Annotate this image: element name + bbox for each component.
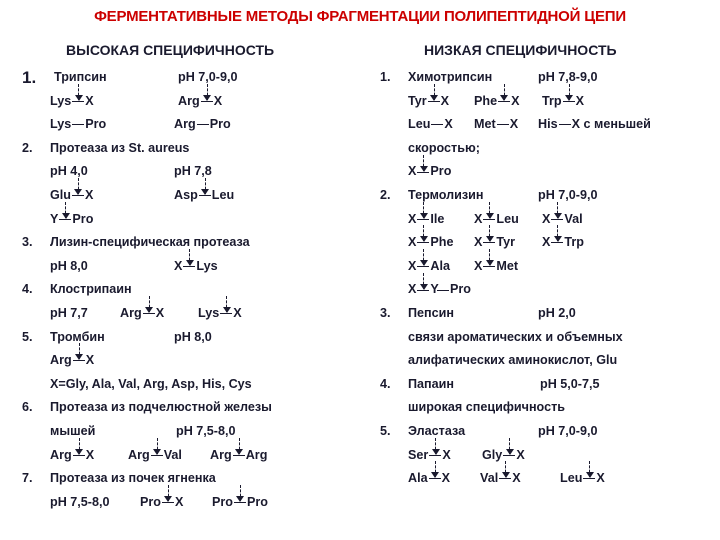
line-text: рН 2,0 [538, 305, 576, 320]
residue-right: X [512, 471, 521, 486]
peptide-bond [482, 444, 525, 468]
bond-line [59, 219, 71, 220]
bond-line [234, 502, 246, 503]
item-number: 5. [22, 329, 33, 344]
bond-line [497, 124, 509, 125]
item-number: 1. [22, 68, 37, 87]
residue-right: X с меньшей [571, 117, 651, 132]
cleavage-arrow-icon [489, 249, 490, 265]
residue-right: Pro [450, 282, 471, 297]
cleavage-arrow-icon [434, 84, 435, 100]
bond-line [197, 124, 209, 125]
residue-right: X [442, 447, 451, 462]
list-line [22, 326, 362, 350]
bond-line [199, 195, 211, 196]
peptide-bond [50, 113, 106, 137]
residue-right: Phe [430, 235, 454, 250]
residue-right: X [155, 305, 165, 320]
residue-left: Ala [408, 471, 428, 486]
cleavage-arrow-icon [79, 343, 80, 359]
peptide-bond [474, 208, 519, 232]
line-text: рН 7,8-9,0 [538, 70, 598, 84]
residue-left: Leu [560, 471, 583, 486]
high-specificity-list [22, 66, 362, 514]
bond-line [73, 455, 85, 456]
residue-left: Leu [408, 117, 431, 132]
list-line [22, 349, 362, 373]
residue-right: Pro [209, 117, 231, 132]
bond-line [183, 266, 195, 267]
list-line [380, 184, 710, 208]
cleavage-arrow-icon [435, 438, 436, 454]
residue-left: Arg [128, 447, 150, 462]
bond-line [417, 219, 429, 220]
residue-left: X [408, 258, 417, 273]
cleavage-arrow-icon [240, 485, 241, 501]
cleavage-arrow-icon [489, 225, 490, 241]
residue-right: X [511, 93, 520, 108]
cleavage-arrow-icon [423, 249, 424, 265]
bond-line [559, 124, 571, 125]
line-text: рН 4,0 [50, 164, 88, 179]
cleavage-arrow-icon [589, 461, 590, 477]
item-number: 3. [380, 305, 391, 320]
bond-line [499, 478, 511, 479]
residue-left: Arg [178, 93, 200, 108]
bond-line [73, 360, 85, 361]
cleavage-arrow-icon [157, 438, 158, 454]
residue-left: Trp [542, 93, 562, 108]
bond-line [551, 242, 563, 243]
line-text: рН 7,0-9,0 [538, 423, 598, 438]
residue-left: Lys [50, 93, 72, 108]
list-line [380, 373, 710, 397]
list-line [380, 160, 710, 184]
peptide-bond [408, 90, 449, 114]
peptide-bond [50, 90, 94, 114]
list-line [22, 184, 362, 208]
residue-left: Pro [212, 494, 233, 509]
peptide-bond [474, 113, 518, 137]
cleavage-arrow-icon [149, 296, 150, 312]
peptide-bond [474, 255, 518, 279]
residue-left: X [474, 211, 483, 226]
item-number: 5. [380, 423, 391, 438]
list-line [22, 137, 362, 161]
residue-left: Arg [50, 447, 72, 462]
cleavage-arrow-icon [78, 84, 79, 100]
line-text: рН 7,0-9,0 [178, 70, 238, 84]
residue-right: Pro [247, 494, 268, 509]
peptide-bond [538, 113, 651, 137]
peptide-bond [408, 208, 444, 232]
line-text: Протеаза из почек ягненка [50, 471, 216, 486]
list-line [380, 231, 710, 255]
list-line [22, 444, 362, 468]
residue-right: Lys [196, 258, 218, 273]
bond-line [72, 124, 84, 125]
residue-right: X [85, 447, 95, 462]
list-line [380, 66, 710, 90]
residue-right: X [213, 93, 223, 108]
residue-left: Y [50, 211, 59, 226]
line-text: рН 7,0-9,0 [538, 187, 598, 202]
cleavage-arrow-icon [239, 438, 240, 454]
line-text: Лизин-специфическая протеаза [50, 235, 250, 250]
peptide-bond [542, 208, 583, 232]
line-text: Химотрипсин [408, 70, 493, 84]
residue-left: Tyr [408, 93, 427, 108]
residue-right: Pro [72, 211, 94, 226]
list-line [22, 302, 362, 326]
list-line [380, 255, 710, 279]
list-line [380, 113, 710, 137]
residue-right: Met [496, 258, 519, 273]
list-line [22, 278, 362, 302]
low-specificity-list [380, 66, 710, 491]
cleavage-arrow-icon [569, 84, 570, 100]
bond-line [563, 101, 575, 102]
residue-left: X [542, 211, 551, 226]
line-text: связи ароматических и объемных [408, 329, 623, 344]
bond-line [72, 195, 84, 196]
list-line [380, 467, 710, 491]
residue-right: Arg [245, 447, 268, 462]
residue-left: Phe [474, 93, 498, 108]
peptide-bond [408, 160, 451, 184]
residue-left: Met [474, 117, 496, 132]
bond-line [417, 242, 429, 243]
residue-right: X [444, 117, 453, 132]
peptide-bond [408, 444, 451, 468]
line-text: Папаин [408, 376, 455, 391]
peptide-bond [128, 444, 182, 468]
cleavage-arrow-icon [65, 202, 66, 218]
item-number: 3. [22, 235, 33, 250]
cleavage-arrow-icon [489, 202, 490, 218]
residue-right: Tyr [496, 235, 516, 250]
list-line [380, 326, 710, 350]
peptide-bond [50, 184, 93, 208]
residue-left: X [474, 258, 483, 273]
residue-right: Val [163, 447, 182, 462]
line-text: рН 8,0 [174, 329, 212, 344]
line-text: Протеаза из подчелюстной железы [50, 400, 272, 415]
bond-line [429, 455, 441, 456]
bond-line [429, 478, 441, 479]
residue-right: Val [564, 211, 583, 226]
cleavage-arrow-icon [79, 438, 80, 454]
line-text: рН 8,0 [50, 258, 88, 273]
peptide-bond [50, 444, 94, 468]
residue-right: X [85, 93, 94, 108]
peptide-bond [210, 444, 267, 468]
bond-line [428, 101, 440, 102]
line-text: рН 7,8 [174, 164, 212, 179]
residue-left: Gly [482, 447, 503, 462]
peptide-bond [50, 208, 93, 232]
item-number: 1. [380, 70, 391, 84]
list-line [22, 160, 362, 184]
bond-line [201, 101, 213, 102]
residue-left: X [542, 235, 551, 250]
residue-left: Lys [198, 305, 220, 320]
bond-line [483, 242, 495, 243]
residue-left: Ser [408, 447, 429, 462]
peptide-bond [408, 255, 450, 279]
residue-right: Pro [85, 117, 107, 132]
peptide-bond [140, 491, 183, 515]
item-number: 2. [380, 187, 391, 202]
peptide-bond [474, 231, 515, 255]
list-line [380, 420, 710, 444]
residue-left: X [408, 164, 417, 179]
residue-left: Asp [174, 187, 198, 202]
cleavage-arrow-icon [557, 225, 558, 241]
residue-right: Ile [430, 211, 445, 226]
cleavage-arrow-icon [189, 249, 190, 265]
residue-right: X [233, 305, 242, 320]
line-text: Клострипаин [50, 282, 132, 297]
residue-right: Pro [430, 164, 452, 179]
peptide-bond [436, 278, 471, 302]
residue-left: X [174, 258, 183, 273]
list-line [380, 396, 710, 420]
peptide-bond [542, 231, 584, 255]
page-title: ФЕРМЕНТАТИВНЫЕ МЕТОДЫ ФРАГМЕНТАЦИИ ПОЛИПЕПТИДНОЙ ЦЕПИ [94, 8, 626, 25]
residue-left: X [408, 235, 417, 250]
bond-line [143, 313, 155, 314]
residue-right: Ala [430, 258, 451, 273]
residue-right: X [440, 93, 450, 108]
list-line [22, 255, 362, 279]
residue-left: X [408, 282, 417, 297]
residue-left: Arg [50, 353, 72, 368]
cleavage-arrow-icon [504, 84, 505, 100]
residue-right: Leu [211, 187, 235, 202]
cleavage-arrow-icon [423, 225, 424, 241]
bond-line [551, 219, 563, 220]
line-text: Пепсин [408, 305, 455, 320]
item-number: 4. [22, 282, 33, 297]
residue-right: X [596, 471, 605, 486]
list-line [22, 113, 362, 137]
left-column-heading: ВЫСОКАЯ СПЕЦИФИЧНОСТЬ [66, 42, 275, 58]
residue-left: Pro [140, 494, 161, 509]
bond-line [437, 290, 449, 291]
bond-line [431, 124, 443, 125]
cleavage-arrow-icon [423, 155, 424, 171]
item-number: 6. [22, 400, 33, 415]
list-line [22, 373, 362, 397]
line-text: алифатических аминокислот, Glu [408, 353, 618, 368]
line-text: скоростью; [408, 140, 480, 155]
item-number: 4. [380, 376, 391, 391]
right-column-heading: НИЗКАЯ СПЕЦИФИЧНОСТЬ [424, 42, 617, 58]
bond-line [233, 455, 245, 456]
line-text: X=Gly, Ala, Val, Arg, Asp, His, Cys [50, 376, 252, 391]
line-text: широкая специфичность [408, 400, 565, 415]
peptide-bond [174, 113, 231, 137]
bond-line [583, 478, 595, 479]
cleavage-arrow-icon [509, 438, 510, 454]
residue-left: Glu [50, 187, 71, 202]
peptide-bond [408, 231, 454, 255]
line-text: рН 7,7 [50, 305, 88, 320]
line-text: мышей [50, 423, 96, 438]
peptide-bond [174, 184, 234, 208]
list-line [22, 231, 362, 255]
line-text: рН 7,5-8,0 [176, 423, 236, 438]
item-number: 7. [22, 471, 33, 486]
peptide-bond [474, 90, 520, 114]
bond-line [417, 290, 429, 291]
residue-right: X [441, 471, 451, 486]
list-line [22, 66, 362, 90]
list-line [380, 90, 710, 114]
residue-left: Arg [210, 447, 232, 462]
peptide-bond [212, 491, 268, 515]
peptide-bond [198, 302, 242, 326]
residue-left: Lys [50, 117, 72, 132]
residue-left: X [408, 211, 417, 226]
residue-right: X [85, 187, 94, 202]
peptide-bond [560, 467, 605, 491]
list-line [380, 137, 710, 161]
peptide-bond [174, 255, 218, 279]
bond-line [417, 172, 429, 173]
cleavage-arrow-icon [435, 461, 436, 477]
peptide-bond [178, 90, 222, 114]
bond-line [72, 101, 84, 102]
list-line [380, 208, 710, 232]
residue-left: Arg [174, 117, 196, 132]
line-text: рН 7,5-8,0 [50, 494, 110, 509]
residue-right: X [85, 353, 95, 368]
list-line [22, 420, 362, 444]
bond-line [151, 455, 163, 456]
bond-line [162, 502, 174, 503]
line-text: Эластаза [408, 423, 466, 438]
cleavage-arrow-icon [207, 84, 208, 100]
line-text: Протеаза из St. aureus [50, 140, 190, 155]
list-line [380, 444, 710, 468]
peptide-bond [120, 302, 164, 326]
line-text: Трипсин [54, 70, 107, 84]
cleavage-arrow-icon [226, 296, 227, 312]
cleavage-arrow-icon [205, 178, 206, 194]
bond-line [498, 101, 510, 102]
residue-right: X [516, 447, 525, 462]
peptide-bond [408, 113, 453, 137]
cleavage-arrow-icon [557, 202, 558, 218]
residue-right: Leu [496, 211, 519, 226]
list-line [22, 467, 362, 491]
list-line [22, 396, 362, 420]
peptide-bond [542, 90, 584, 114]
bond-line [483, 219, 495, 220]
bond-line [220, 313, 232, 314]
list-line [22, 208, 362, 232]
bond-line [483, 266, 495, 267]
residue-left: His [538, 117, 558, 132]
peptide-bond [408, 467, 450, 491]
cleavage-arrow-icon [78, 178, 79, 194]
item-number: 2. [22, 140, 33, 155]
residue-right: X [575, 93, 584, 108]
bond-line [503, 455, 515, 456]
peptide-bond [408, 278, 439, 302]
cleavage-arrow-icon [505, 461, 506, 477]
list-line [380, 349, 710, 373]
list-line [22, 491, 362, 515]
residue-right: Y [430, 282, 439, 297]
residue-left: Arg [120, 305, 142, 320]
line-text: Термолизин [408, 187, 484, 202]
list-line [22, 90, 362, 114]
list-line [380, 278, 710, 302]
bond-line [417, 266, 429, 267]
residue-right: X [175, 494, 184, 509]
peptide-bond [480, 467, 521, 491]
residue-left: Val [480, 471, 499, 486]
peptide-bond [50, 349, 94, 373]
line-text: рН 5,0-7,5 [540, 376, 600, 391]
list-line [380, 302, 710, 326]
residue-right: X [509, 117, 519, 132]
cleavage-arrow-icon [168, 485, 169, 501]
line-text: Тромбин [50, 329, 105, 344]
residue-right: Trp [564, 235, 584, 250]
cleavage-arrow-icon [423, 273, 424, 289]
residue-left: X [474, 235, 483, 250]
cleavage-arrow-icon [423, 202, 424, 218]
